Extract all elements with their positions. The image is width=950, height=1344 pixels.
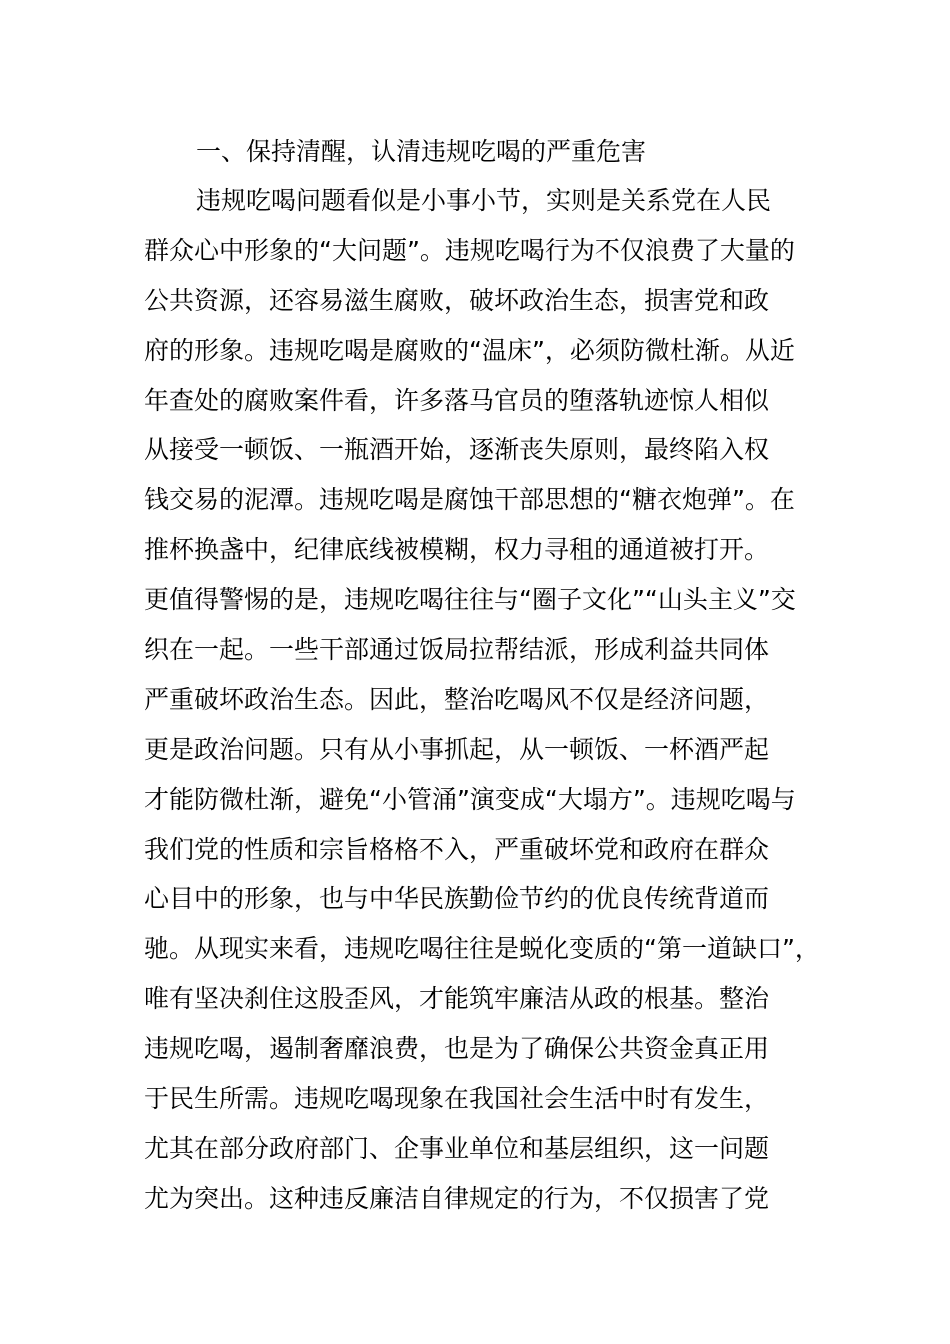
text-line: 公共资源，还容易滋生腐败，破坏政治生态，损害党和政: [144, 285, 770, 315]
text-line: 从接受一顿饭、一瓶酒开始，逐渐丧失原则，最终陷入权: [144, 435, 770, 465]
text-line: 心目中的形象，也与中华民族勤俭节约的优良传统背道而: [144, 884, 770, 914]
body-paragraph: [144, 176, 820, 1224]
text-line: 唯有坚决刹住这股歪风，才能筑牢廉洁从政的根基。整治: [144, 984, 770, 1014]
text-line: 更值得警惕的是，违规吃喝往往与“圈子文化”“山头主义”交: [144, 585, 796, 615]
text-line: 尤其在部分政府部门、企事业单位和基层组织，这一问题: [144, 1133, 770, 1163]
text-line: 违规吃喝，遏制奢靡浪费，也是为了确保公共资金真正用: [144, 1034, 770, 1064]
section-heading: 一、保持清醒，认清违规吃喝的严重危害: [196, 137, 647, 166]
text-line: 织在一起。一些干部通过饭局拉帮结派，形成利益共同体: [144, 635, 770, 665]
text-line: 钱交易的泥潭。违规吃喝是腐蚀干部思想的“糖衣炮弹”。在: [144, 485, 795, 515]
text-line: 于民生所需。违规吃喝现象在我国社会生活中时有发生，: [144, 1084, 770, 1114]
text-line: 群众心中形象的“大问题”。违规吃喝行为不仅浪费了大量的: [144, 235, 795, 265]
text-line: 严重破坏政治生态。因此，整治吃喝风不仅是经济问题，: [144, 684, 770, 714]
text-line: 年查处的腐败案件看，许多落马官员的堕落轨迹惊人相似: [144, 385, 770, 415]
text-line: 我们党的性质和宗旨格格不入，严重破坏党和政府在群众: [144, 834, 770, 864]
text-line: 推杯换盏中，纪律底线被模糊，权力寻租的通道被打开。: [144, 535, 770, 565]
text-line: 更是政治问题。只有从小事抓起，从一顿饭、一杯酒严起: [144, 734, 770, 764]
text-line: 违规吃喝问题看似是小事小节，实则是关系党在人民: [196, 186, 772, 215]
text-line: 府的形象。违规吃喝是腐败的“温床”，必须防微杜渐。从近: [144, 335, 795, 365]
text-line: 尤为突出。这种违反廉洁自律规定的行为，不仅损害了党: [144, 1183, 770, 1213]
text-line: 驰。从现实来看，违规吃喝往往是蜕化变质的“第一道缺口”，: [144, 934, 820, 964]
text-line: 才能防微杜渐，避免“小管涌”演变成“大塌方”。违规吃喝与: [144, 784, 796, 814]
